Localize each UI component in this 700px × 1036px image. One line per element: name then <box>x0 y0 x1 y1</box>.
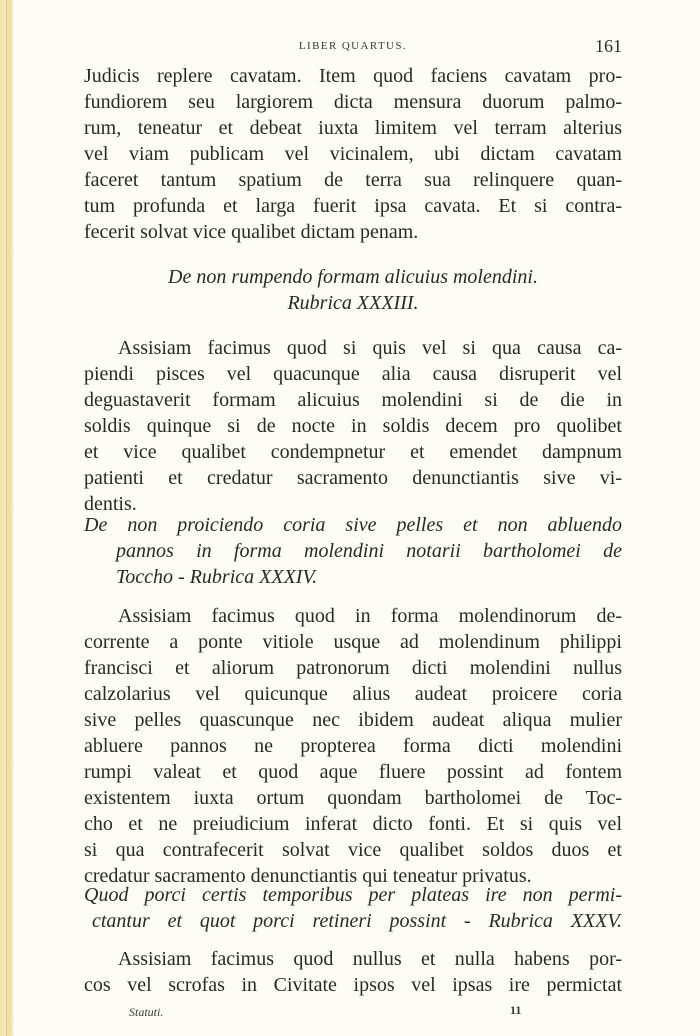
heading-line: pannos in forma molendini notarii bartholomei de <box>116 540 622 562</box>
text-line: deguastaverit formam alicuius molendini si de die in <box>84 389 622 411</box>
text-line: cos vel scrofas in Civitate ipsos vel ipsas ire permictat <box>84 974 622 996</box>
text-line: fecerit solvat vice qualibet dictam penam. <box>84 221 419 243</box>
text-line: faceret tantum spatium de terra sua relinquere quan- <box>84 169 622 191</box>
page-binding-edge <box>0 0 14 1036</box>
text-line: et vice qualibet condempnetur et emendet dampnum <box>84 441 622 463</box>
heading-line: Quod porci certis temporibus per plateas ire non permi- <box>84 884 622 906</box>
text-line: fundiorem seu largiorem dicta mensura duorum palmo- <box>84 91 622 113</box>
heading-line: De non rumpendo formam alicuius molendini. <box>168 266 538 288</box>
text-line: si qua contrafecerit solvat vice qualibet soldos duos et <box>84 839 622 861</box>
signature-title: Statuti. <box>129 1005 164 1019</box>
page-number: 161 <box>595 36 622 56</box>
running-head <box>84 37 622 57</box>
text-line: tum profunda et larga fuerit ipsa cavata. Et si contra- <box>84 195 622 217</box>
running-title: LIBER QUARTUS. <box>298 40 408 52</box>
text-line: soldis quinque si de nocte in soldis decem pro quolibet <box>84 415 622 437</box>
text-line: vel viam publicam vel vicinalem, ubi dictam cavatam <box>84 143 622 165</box>
text-line: rumpi valeat et quod aque fluere possint ad fontem <box>84 761 622 783</box>
text-line: credatur sacramento denunctiantis qui teneatur privatus. <box>84 865 532 887</box>
text-line: patienti et credatur sacramento denunctiantis sive vi- <box>84 467 622 489</box>
text-line: existentem iuxta ortum quondam bartholomei de Toc- <box>84 787 622 809</box>
text-line: Assisiam facimus quod in forma molendinorum de- <box>118 605 622 627</box>
text-line: dentis. <box>84 493 137 515</box>
text-line: Assisiam facimus quod nullus et nulla habens por- <box>118 948 622 970</box>
binding-crease <box>6 0 7 1036</box>
heading-line: ctantur et quot porci retineri possint - Rubrica XXXV. <box>92 910 622 932</box>
heading-line: De non proiciendo coria sive pelles et non abluendo <box>84 514 622 536</box>
text-line: abluere pannos ne propterea forma dicti molendini <box>84 735 622 757</box>
heading-line: Toccho - Rubrica XXXIV. <box>116 566 318 588</box>
text-line: sive pelles quascunque nec ibidem audeat aliqua mulier <box>84 709 622 731</box>
text-line: Judicis replere cavatam. Item quod faciens cavatam pro- <box>84 65 622 87</box>
heading-line: Rubrica XXXIII. <box>287 292 419 314</box>
text-line: piendi pisces vel quacunque alia causa disruperit vel <box>84 363 622 385</box>
text-line: rum, teneatur et debeat iuxta limitem vel terram alterius <box>84 117 622 139</box>
text-line: corrente a ponte vitiole usque ad molendinum philippi <box>84 631 622 653</box>
text-line: calzolarius vel quicunque alius audeat proicere coria <box>84 683 622 705</box>
text-line: Assisiam facimus quod si quis vel si qua causa ca- <box>118 337 622 359</box>
text-line: francisci et aliorum patronorum dicti molendini nullus <box>84 657 622 679</box>
signature-mark: 11 <box>510 1003 522 1017</box>
text-line: cho et ne preiudicium inferat dicto fonti. Et si quis vel <box>84 813 622 835</box>
